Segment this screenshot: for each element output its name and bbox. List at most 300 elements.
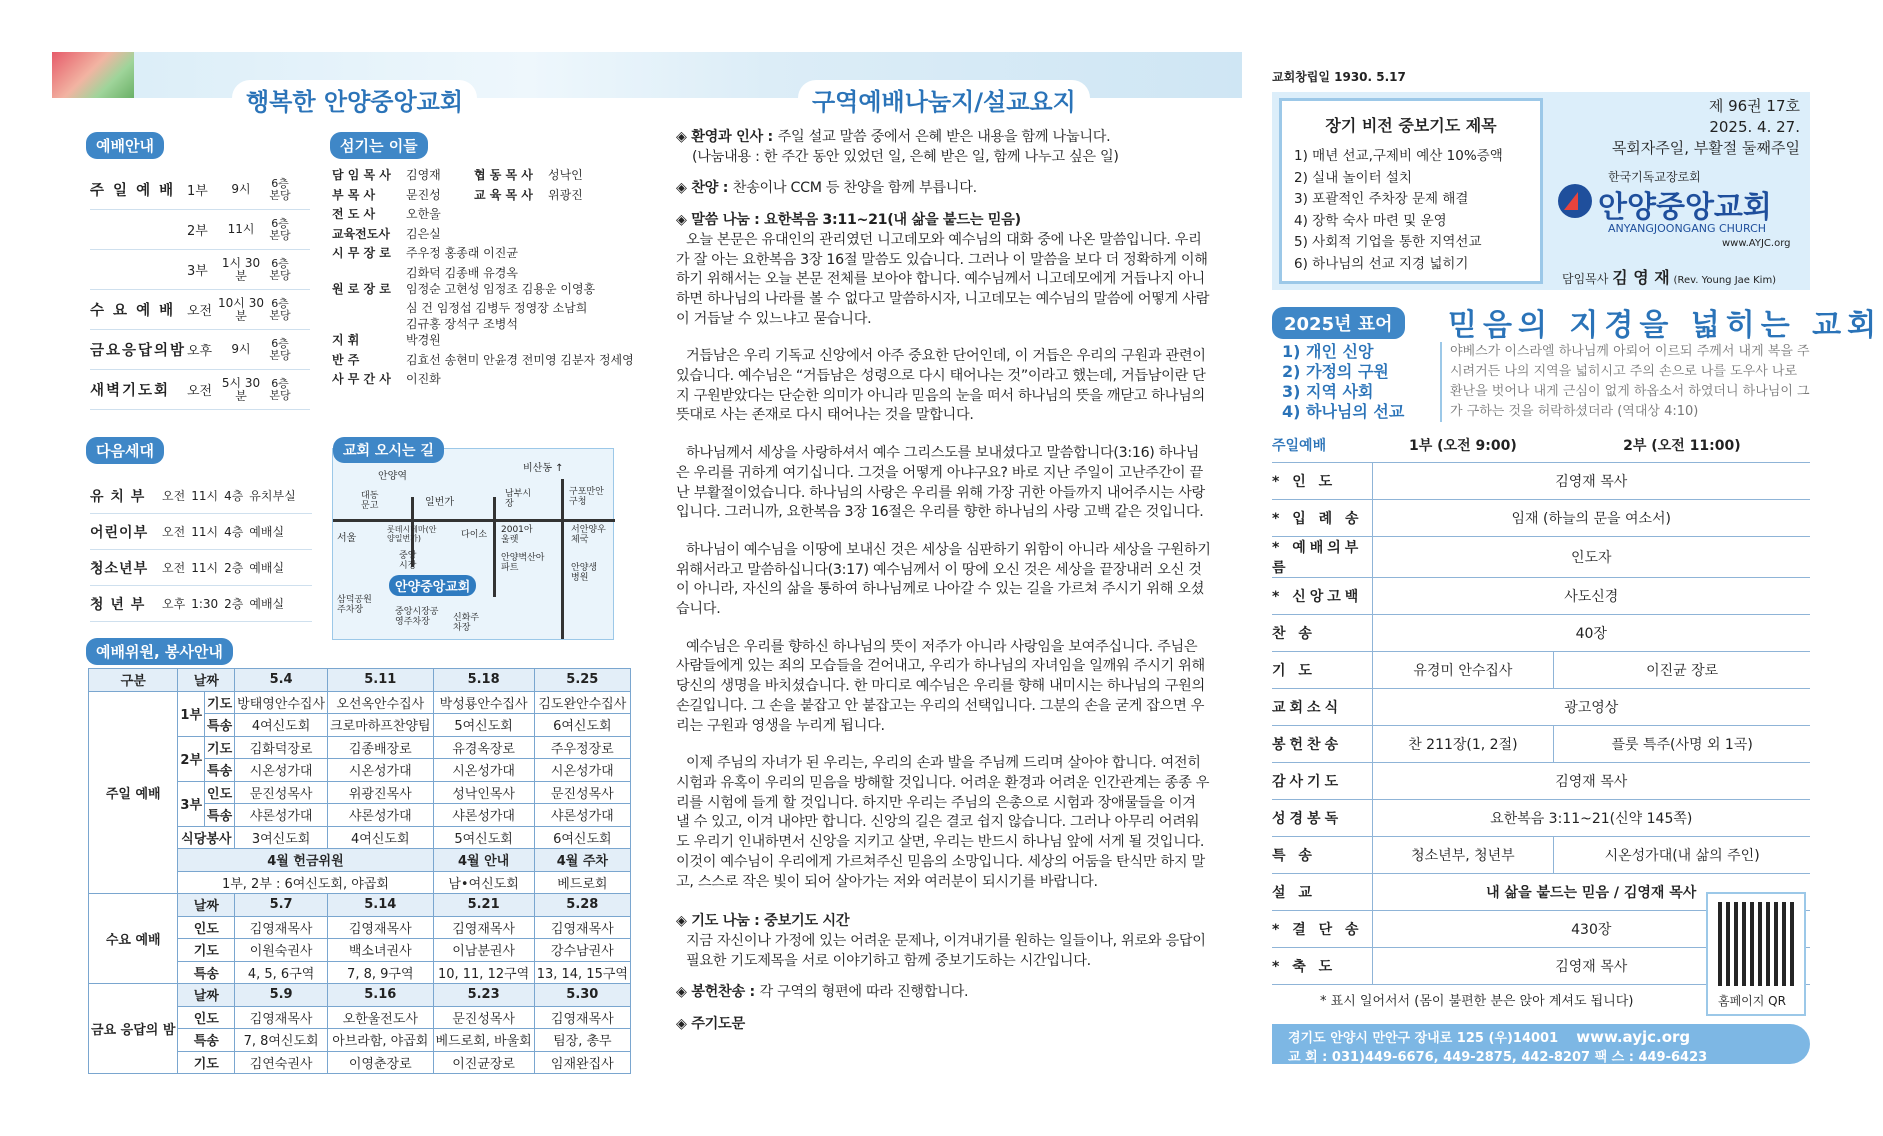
footer-tel: 교 회 : 031)449-6676, 449-2875, 442-8207 팩 스 : 449-6423 — [1288, 1050, 1708, 1065]
table-cell: 7, 8여신도회 — [235, 1029, 328, 1052]
vision-item: 5) 사회적 기업을 통한 지역선교 — [1294, 234, 1482, 250]
sermon-heading: ◈ 말씀 나눔 : 요한복음 3:11~21(내 삶을 붙드는 믿음) — [676, 212, 1021, 229]
map-label: 안양역 — [378, 471, 407, 482]
order-label: * 예배의부름 — [1272, 536, 1372, 577]
dept-name: 유 치 부 — [90, 488, 146, 505]
servant-row — [332, 166, 583, 184]
vision-item: 6) 하나님의 선교 지경 넓히기 — [1294, 255, 1469, 272]
table-cell: 베드로회 — [534, 871, 630, 894]
table-cell: 4월 주차 — [534, 849, 630, 872]
table-cell: 시온성가대 — [328, 759, 433, 782]
sermon-paragraph: 하나님이 예수님을 이땅에 보내신 것은 세상을 심판하기 위함이 아니라 세상을 구원하기 위해서라고 말씀하십니다(3:17) 예수님께서 이 땅에 오신 것은 세상을 끝장내러 오신 것이 아니라, 자신의 삶을 통하여 하나님께로 나아갈 수 있는 길을 가르쳐 주시기 위해 오셨습니다. — [676, 541, 1211, 618]
dept-info: 1:30 — [191, 596, 219, 611]
table-cell: 이진균장로 — [433, 1051, 534, 1074]
servant-role: 교육전도사 — [332, 226, 390, 241]
table-cell: 이남분권사 — [433, 939, 534, 962]
vision-item: 1) 매년 선교,구제비 예산 10%증액 — [1294, 148, 1503, 164]
order-value: 요한복음 3:11~21(신약 145쪽) — [1372, 799, 1810, 836]
table-cell: 기도 — [205, 736, 235, 759]
dept-name: 어린이부 — [90, 524, 149, 541]
servant-row — [332, 370, 441, 388]
servant-name: 김은실 — [406, 226, 441, 241]
order-row — [1272, 762, 1810, 799]
service-place: 6층 본당 — [269, 296, 291, 322]
map-pill: 교회 오시는 길 — [333, 437, 444, 463]
table-cell: 6여신도회 — [534, 714, 630, 737]
servant-name: 김화덕 김종배 유경옥 — [406, 265, 518, 280]
table-cell: 강수남권사 — [534, 939, 630, 962]
servant-role: 전 도 사 — [332, 207, 376, 221]
service-part: 오후 — [187, 344, 213, 359]
welcome-sub: (나눔내용 : 한 주간 동안 있었던 일, 은혜 받은 일, 함께 나누고 싶은 일) — [692, 148, 1119, 165]
order-row — [1272, 651, 1810, 688]
church-name: 안양중앙교회 — [1598, 190, 1772, 225]
table-cell: 5.28 — [534, 894, 630, 917]
table-cell: 시온성가대 — [534, 759, 630, 782]
order-head-1: 1부 (오전 9:00) — [1372, 428, 1554, 462]
dept-info: 예배실 — [249, 597, 285, 611]
table-cell: 문진성목사 — [235, 781, 328, 804]
order-head-2: 2부 (오전 11:00) — [1554, 428, 1810, 462]
map-label: 남부시장 — [505, 489, 532, 509]
table-cell: 오선옥안수집사 — [328, 691, 433, 714]
table-cell: 1부 — [178, 691, 205, 736]
map-road — [561, 479, 564, 639]
servant-name: 성낙인 — [548, 168, 583, 182]
table-cell: 특송 — [205, 714, 235, 737]
motto-pill: 2025년 표어 — [1272, 307, 1405, 339]
service-place: 6층 본당 — [269, 176, 291, 202]
map-label: 중앙시장공영주차장 — [395, 607, 439, 627]
table-cell: 문진성목사 — [534, 781, 630, 804]
dept-info: 11시 — [191, 525, 219, 539]
dept-info: 오후 — [162, 597, 186, 611]
table-row — [89, 691, 631, 714]
servant-row — [332, 244, 518, 262]
servant-row — [332, 331, 441, 349]
map-label: 구포만안구청 — [569, 487, 604, 507]
map-label: 대동문고 — [361, 491, 379, 511]
table-cell: 오한울전도사 — [328, 1006, 433, 1029]
servant-name: 심 건 임정섭 김병두 정영장 소남희 — [406, 301, 588, 315]
table-cell: 시온성가대 — [433, 759, 534, 782]
map-label: 다이소 — [461, 530, 488, 540]
table-cell: 4여신도회 — [235, 714, 328, 737]
servant-row — [332, 280, 595, 298]
founded-date: 교회창립일 1930. 5.17 — [1272, 70, 1406, 84]
servant-name: 박경원 — [406, 333, 441, 347]
order-value: 김영재 목사 — [1372, 947, 1810, 984]
church-web: www.AYJC.org — [1722, 238, 1791, 249]
servant-row — [332, 205, 441, 223]
table-cell: 5.11 — [328, 669, 433, 692]
table-cell: 날짜 — [178, 894, 235, 917]
order-value: 광고영상 — [1372, 688, 1810, 725]
order-value: 이진균 장로 — [1554, 651, 1810, 688]
order-label: * 입 례 송 — [1272, 499, 1372, 536]
order-label: * 축 도 — [1272, 947, 1372, 984]
service-part: 1부 — [187, 184, 208, 199]
service-time: 5시 30분 — [221, 375, 261, 403]
table-cell: 아브라함, 야곱회 — [328, 1029, 433, 1052]
table-cell: 시온성가대 — [235, 759, 328, 782]
table-cell: 날짜 — [178, 984, 235, 1007]
dept-info: 11시 — [191, 561, 219, 575]
table-cell: 임재완집사 — [534, 1051, 630, 1074]
table-cell: 유경옥장로 — [433, 736, 534, 759]
prayer-text: 지금 자신이나 가정에 있는 어려운 문제나, 이겨내기를 원하는 일들이나, 위로와 응답이 필요한 기도제목을 서로 이야기하고 함께 중보기도하는 시간입니다. — [686, 932, 1206, 969]
table-cell: 4월 안내 — [433, 849, 534, 872]
vision-item: 4) 장학 숙사 마련 및 운영 — [1294, 212, 1447, 229]
next-gen-row — [90, 550, 312, 586]
table-cell: 인도 — [178, 916, 235, 939]
table-cell: 10, 11, 12구역 — [433, 961, 534, 984]
service-time: 11시 — [227, 222, 255, 236]
vision-title: 장기 비전 중보기도 제목 — [1325, 116, 1497, 135]
table-cell: 베드로회, 바울회 — [433, 1029, 534, 1052]
order-value: 임재 (하늘의 문을 여소서) — [1372, 499, 1810, 536]
map-label: 서안양우체국 — [571, 525, 606, 545]
qr-box — [1706, 892, 1806, 1016]
service-name: 새벽기도회 — [90, 383, 171, 399]
table-cell: 특송 — [205, 759, 235, 782]
service-row — [90, 170, 310, 210]
service-part: 2부 — [187, 224, 208, 239]
table-cell: 7, 8, 9구역 — [328, 961, 433, 984]
order-label: 성경봉독 — [1272, 799, 1372, 836]
dept-info: 오전 — [162, 525, 186, 539]
dept-info: 오전 — [162, 561, 186, 575]
table-cell: 샤론성가대 — [235, 804, 328, 827]
motto-item: 1) 개인 신앙 — [1282, 342, 1374, 361]
table-cell: 5.25 — [534, 669, 630, 692]
servant-role: 사 무 간 사 — [332, 372, 391, 386]
servant-name: 문진성 — [406, 187, 441, 202]
dept-info: 예배실 — [249, 561, 285, 575]
map-road — [493, 497, 496, 597]
order-label: 특 송 — [1272, 836, 1372, 873]
table-cell: 주우정장로 — [534, 736, 630, 759]
motto: 믿음의 지경을 넓히는 교회 — [1448, 308, 1883, 343]
table-cell: 크로마하프찬양팀 — [328, 714, 433, 737]
committee-table — [88, 668, 631, 1074]
qr-label: 홈페이지 QR — [1718, 994, 1786, 1008]
table-cell: 5.30 — [534, 984, 630, 1007]
motto-item: 3) 지역 사회 — [1282, 382, 1374, 401]
table-cell: 기도 — [178, 939, 235, 962]
sermon-paragraph: 이제 주님의 자녀가 된 우리는, 우리의 손과 발을 주님께 드리며 살아야 합니다. 여전히 시험과 유혹이 우리의 믿음을 방해할 것입니다. 어려운 환경과 어려운 인간관계는 종종 우리를 시험에 들게 할 것입니다. 하지만 우리는 주님의 은총으로 시험과 장애물들을 이겨 낼 수 있고, 이겨 내야만 합니다. 신앙의 길은 결코 쉽지 않습니다. 그러나 아무리 어려워도 우리기 인내하면서 신앙을 지키고 살면, 우리는 반드시 하나님 앞에 서게 될 것입니다. 이것이 예수님이 우리에게 가르쳐주신 믿음의 소망입니다. 세상의 어둠을 탄식만 하지 말고, 스스로 작은 빛이 되어 살아가는 저와 여러분이 되시기를 바랍니다. — [676, 755, 1210, 890]
table-cell: 박성룡안수집사 — [433, 691, 534, 714]
table-cell: 5.9 — [235, 984, 328, 1007]
praise-section: ◈ 찬양 : 찬송이나 CCM 등 찬양을 함께 부릅니다. — [676, 180, 977, 197]
table-cell: 인도 — [178, 1006, 235, 1029]
map-label: 안양생병원 — [571, 563, 598, 583]
order-label: 기 도 — [1272, 651, 1372, 688]
order-value: 플룻 특주(사명 외 1곡) — [1554, 725, 1810, 762]
order-row — [1272, 688, 1810, 725]
table-cell: 날짜 — [178, 669, 235, 692]
table-cell: 김영재목사 — [328, 916, 433, 939]
table-cell: 5.7 — [235, 894, 328, 917]
table-cell: 3여신도회 — [235, 826, 328, 849]
map-church-label: 안양중앙교회 — [389, 575, 476, 596]
table-cell: 샤론성가대 — [328, 804, 433, 827]
table-cell: 방태영안수집사 — [235, 691, 328, 714]
service-name: 주 일 예 배 — [90, 183, 176, 199]
standing-note: * 표시 일어서서 (몸이 불편한 분은 앉아 계셔도 됩니다) — [1320, 994, 1634, 1009]
order-label: 감사기도 — [1272, 762, 1372, 799]
table-cell: 김영재목사 — [534, 1006, 630, 1029]
dept-info: 2층 — [224, 597, 244, 611]
dept-name: 청소년부 — [90, 560, 149, 577]
service-place: 6층 본당 — [269, 216, 291, 242]
table-cell: 5.23 — [433, 984, 534, 1007]
order-value: 김영재 목사 — [1372, 462, 1810, 499]
footer-web-link[interactable]: www.ayjc.org — [1576, 1028, 1691, 1046]
servant-name: 김효선 송현미 안윤경 전미영 김분자 정세영 — [406, 352, 634, 367]
order-row — [1272, 462, 1810, 499]
welcome-section: ◈ 환영과 인사 : 주일 설교 말씀 중에서 은혜 받은 내용을 함께 나눕니다. — [676, 129, 1111, 145]
service-name: 수 요 예 배 — [90, 303, 176, 319]
service-part: 오전 — [187, 384, 213, 399]
table-cell: 김영재목사 — [534, 916, 630, 939]
order-label: * 인 도 — [1272, 462, 1372, 499]
map-road — [333, 519, 615, 522]
servant-name: 이진화 — [406, 372, 441, 386]
table-cell: 금요 응답의 밤 — [89, 984, 178, 1074]
table-cell: 기도 — [178, 1051, 235, 1074]
map-label: 2001아울렛 — [501, 525, 533, 545]
issue-info — [1560, 96, 1800, 159]
sermon-guide — [676, 128, 1212, 1035]
flower-decoration — [52, 52, 134, 98]
servant-role: 교 육 목 사 — [474, 187, 533, 202]
next-gen-row — [90, 478, 312, 514]
service-time: 10시 30분 — [218, 295, 264, 323]
sermon-paragraph: 거듭남은 우리 기독교 신앙에서 아주 중요한 단어인데, 이 거듭은 우리의 구원과 관련이 있습니다. 예수님은 “거듭남은 성령으로 다시 태어나는 것”이라고 했는데, 거듭남이란 단지 구원받았다는 단순한 의미가 아니라 믿음의 눈을 떠서 하나님의 뜻을 깨닫고 하나님의 뜻대로 사는 존재로 다시 태어나는 것을 말합니다. — [676, 348, 1206, 424]
table-cell: 김도완안수집사 — [534, 691, 630, 714]
vision-item: 2) 실내 놀이터 설치 — [1294, 169, 1413, 186]
servant-name: 주우정 홍종래 이진균 — [406, 246, 518, 260]
table-cell: 문진성목사 — [433, 1006, 534, 1029]
order-value: 내 삶을 붙드는 믿음 / 김영재 목사 — [1372, 873, 1810, 910]
middle-title: 구역예배나눔지/설교요지 — [798, 80, 1090, 119]
dept-info: 예배실 — [249, 525, 285, 539]
next-gen-pill: 다음세대 — [86, 437, 164, 464]
motto-item: 2) 가정의 구원 — [1282, 362, 1389, 381]
issue-number: 제 96권 17호 — [1708, 97, 1800, 115]
table-cell: 구분 — [89, 669, 178, 692]
sermon-paragraph: 예수님은 우리를 향하신 하나님의 뜻이 저주가 아니라 사랑임을 보여주십니다. 주님은 사람들에게 있는 죄의 모습들을 걷어내고, 우리가 하나님의 자녀임을 일깨워 주시기 위해 당신의 생명을 바치셨습니다. 한 마디로 예수님은 우리를 향해 내미시는 하나님의 구원의 손길입니다. 그 손을 붙잡고 안 붙잡고는 우리의 선택입니다. 그분의 손을 굳게 잡으면 우리는 구원과 영생을 누리게 됩니다. — [676, 638, 1205, 734]
table-cell: 5여신도회 — [433, 826, 534, 849]
table-cell: 4월 헌금위원 — [178, 849, 433, 872]
map-label: 중앙시장 — [399, 551, 417, 571]
order-label: 교회소식 — [1272, 688, 1372, 725]
order-row — [1272, 836, 1810, 873]
table-row — [89, 894, 631, 917]
table-cell: 5여신도회 — [433, 714, 534, 737]
table-cell: 샤론성가대 — [433, 804, 534, 827]
dept-info: 유치부실 — [249, 489, 296, 503]
table-cell: 13, 14, 15구역 — [534, 961, 630, 984]
servant-role: 지 휘 — [332, 333, 360, 347]
service-time: 1시 30분 — [221, 255, 261, 283]
table-cell: 김종배장로 — [328, 736, 433, 759]
service-place: 6층 본당 — [269, 336, 291, 362]
table-cell: 위광진목사 — [328, 781, 433, 804]
table-row — [89, 669, 631, 692]
table-cell: 김영재목사 — [433, 916, 534, 939]
table-cell: 5.14 — [328, 894, 433, 917]
offering-section: ◈ 봉헌찬송 : 각 구역의 형편에 따라 진행합니다. — [676, 984, 969, 1001]
order-label: 봉헌찬송 — [1272, 725, 1372, 762]
servant-role: 반 주 — [332, 352, 360, 367]
order-value: 청소년부, 청년부 — [1372, 836, 1554, 873]
service-row — [90, 330, 310, 370]
issue-week: 목회자주일, 부활절 둘째주일 — [1611, 139, 1800, 157]
table-cell: 5.21 — [433, 894, 534, 917]
servant-role: 담 임 목 사 — [332, 168, 391, 182]
table-cell: 팀장, 총무 — [534, 1029, 630, 1052]
vision-list — [1294, 146, 1528, 275]
table-row — [89, 984, 631, 1007]
table-cell: 김화덕장로 — [235, 736, 328, 759]
church-logo-icon — [1558, 184, 1592, 218]
servant-role: 원 로 장 로 — [332, 281, 391, 296]
table-cell: 이원숙권사 — [235, 939, 328, 962]
order-row — [1272, 499, 1810, 536]
motto-items — [1282, 342, 1404, 422]
servant-row — [332, 186, 583, 204]
table-cell: 김영재목사 — [235, 916, 328, 939]
table-cell: 인도 — [205, 781, 235, 804]
order-label: * 결 단 송 — [1272, 910, 1372, 947]
order-row — [1272, 536, 1810, 577]
table-cell: 김연숙권사 — [235, 1051, 328, 1074]
service-name: 금요응답의밤 — [90, 343, 187, 359]
table-cell: 김영재목사 — [235, 1006, 328, 1029]
order-label: 설 교 — [1272, 873, 1372, 910]
servant-row — [332, 225, 441, 243]
table-cell: 5.18 — [433, 669, 534, 692]
servant-name: 위광진 — [548, 187, 583, 202]
servant-row — [332, 351, 634, 369]
table-cell: 3부 — [178, 781, 205, 826]
order-value: 사도신경 — [1372, 577, 1810, 614]
servant-name: 임정순 고현성 임정조 김용운 이영홍 — [406, 281, 596, 296]
order-label: * 신앙고백 — [1272, 577, 1372, 614]
service-part: 3부 — [187, 264, 208, 279]
service-part: 오전 — [187, 304, 213, 319]
table-cell: 6여신도회 — [534, 826, 630, 849]
church-name-en: ANYANGJOONGANG CHURCH — [1608, 222, 1767, 235]
worship-pill: 예배안내 — [86, 132, 164, 159]
table-cell: 4여신도회 — [328, 826, 433, 849]
dept-info: 4층 — [224, 525, 244, 539]
service-place: 6층 본당 — [269, 256, 291, 282]
table-cell: 식당봉사 — [178, 826, 235, 849]
service-time: 9시 — [231, 342, 251, 356]
map-label: 비산동 ↑ — [523, 463, 564, 474]
servant-name: 김영재 — [406, 168, 441, 182]
order-header — [1272, 428, 1810, 462]
next-gen-row — [90, 586, 312, 622]
service-row — [90, 250, 310, 290]
order-row — [1272, 614, 1810, 651]
qr-code-icon[interactable] — [1718, 902, 1794, 986]
servant-role: 부 목 사 — [332, 187, 376, 202]
dept-info: 11시 — [191, 489, 219, 503]
order-value: 찬 211장(1, 2절) — [1372, 725, 1554, 762]
map-label: 일번가 — [425, 497, 454, 508]
table-cell: 주일 예배 — [89, 691, 178, 894]
order-value: 430장 — [1372, 910, 1810, 947]
table-cell: 4, 5, 6구역 — [235, 961, 328, 984]
committee-pill: 예배위원, 봉사안내 — [86, 638, 233, 665]
map-label: 서울 — [337, 533, 357, 544]
servant-role: 시 무 장 로 — [332, 246, 391, 260]
table-cell: 이영춘장로 — [328, 1051, 433, 1074]
church-map — [332, 443, 614, 640]
table-cell: 1부, 2부 : 6여신도회, 야곱회 — [178, 871, 433, 894]
vision-item: 3) 포괄적인 주차장 문제 해결 — [1294, 191, 1469, 207]
map-label: 삼덕공원주차장 — [337, 595, 372, 615]
dept-info: 2층 — [224, 561, 244, 575]
table-cell: 백소녀권사 — [328, 939, 433, 962]
motto-item: 4) 하나님의 선교 — [1282, 402, 1405, 421]
service-place: 6층 본당 — [269, 376, 291, 402]
service-row — [90, 210, 310, 250]
table-cell: 5.4 — [235, 669, 328, 692]
table-cell: 5.16 — [328, 984, 433, 1007]
footer-address: 경기도 안양시 만안구 장내로 125 (우)14001 www.ayjc.org — [1288, 1028, 1691, 1046]
footer — [1272, 1024, 1810, 1064]
dept-info: 4층 — [224, 489, 244, 503]
table-cell: 특송 — [178, 1029, 235, 1052]
order-value: 인도자 — [1372, 536, 1810, 577]
table-cell: 남•여신도회 — [433, 871, 534, 894]
order-value: 유경미 안수집사 — [1372, 651, 1554, 688]
sermon-paragraph: 하나님께서 세상을 사랑하셔서 예수 그리스도를 보내셨다고 말씀합니다(3:16) 하나님은 우리를 귀하게 여기십니다. 그것을 어떻게 아냐구요? 바로 지난 주일이 고난주간이 끝난 부활절이었습니다. 하나님의 사랑은 우리를 위해 가장 귀한 아들까지 내어주시는 사랑입니다. 그러니까, 요한복음 3장 16절은 우리를 향한 하나님의 사랑 고백 같은 것입니다. — [676, 445, 1205, 521]
denomination: 한국기독교장로회 — [1608, 170, 1701, 184]
pastor-line: 담임목사 김 영 재 (Rev. Young Jae Kim) — [1562, 268, 1777, 287]
dept-name: 청 년 부 — [90, 596, 146, 613]
table-cell: 기도 — [205, 691, 235, 714]
order-row — [1272, 577, 1810, 614]
table-cell: 성낙인목사 — [433, 781, 534, 804]
order-row — [1272, 725, 1810, 762]
service-row — [90, 290, 310, 330]
servants-pill: 섬기는 이들 — [330, 132, 428, 159]
order-value: 시온성가대(내 삶의 주인) — [1554, 836, 1810, 873]
order-head-label: 주일예배 — [1272, 428, 1372, 462]
table-cell: 특송 — [178, 961, 235, 984]
table-cell: 2부 — [178, 736, 205, 781]
next-gen-row — [90, 514, 312, 550]
order-value: 40장 — [1372, 614, 1810, 651]
map-label: 안양벽산아파트 — [501, 553, 545, 573]
vision-box — [1279, 98, 1543, 284]
table-cell: 샤론성가대 — [534, 804, 630, 827]
map-label: 신화주차장 — [453, 613, 480, 633]
service-time: 9시 — [231, 182, 251, 196]
left-title: 행복한 안양중앙교회 — [232, 80, 477, 119]
order-value: 김영재 목사 — [1372, 762, 1810, 799]
servant-role: 협 동 목 사 — [474, 168, 533, 182]
sermon-paragraph: 오늘 본문은 유대인의 관리였던 니고데모와 예수님의 대화 중에 나온 말씀입니다. 우리가 잘 아는 요한복음 3장 16절 말씀도 있습니다. 그러나 이 말씀을 보다 더 정확하게 이해하기 위해서는 오늘 본문 전체를 보아야 합니다. 예수님께서 니고데모에게 거듭나지 아니하면 하나님의 나라를 볼 수 없다고 말씀하시자, 니고데모는 예수님의 말씀에 어떻게 사람이 거듭날 수 있느냐고 묻습니다. — [676, 231, 1210, 327]
prayer-heading: ◈ 기도 나눔 : 중보기도 시간 — [676, 913, 850, 930]
map-label: 롯데시네마(안양일번가) — [387, 525, 437, 543]
